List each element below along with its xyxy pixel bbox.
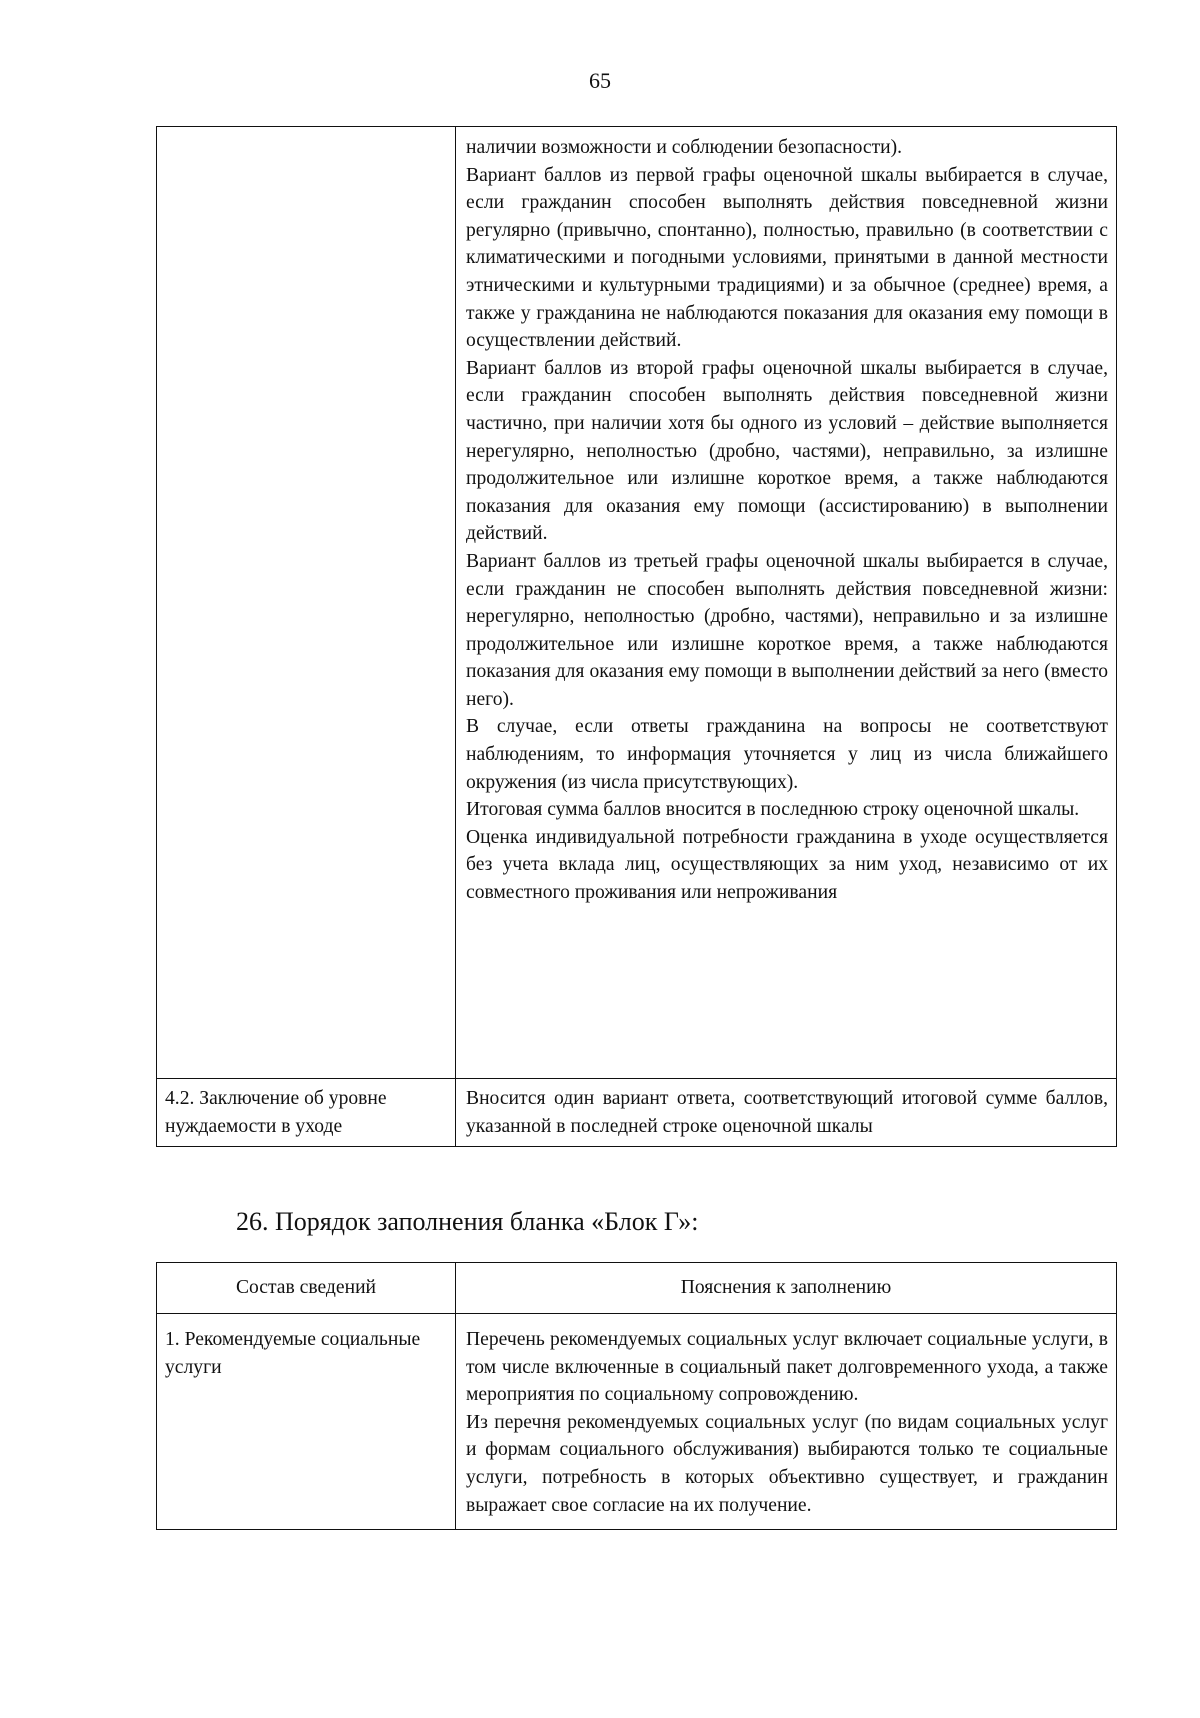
paragraph: Вариант баллов из второй графы оценочной шкалы выбирается в случае, если гражданин способен выполнять действия повседневной жизни частично, при наличии хотя бы одного из условий – действие выполняется нерегулярно, неполностью (дробно, частями), неправильно, за излишне продолжительное или излишне короткое время, а также наблюдаются показания для оказания ему помощи (ассистированию) в выполнении действий. bbox=[466, 357, 1108, 545]
table-cell-item bbox=[157, 1079, 456, 1147]
table-header-row bbox=[157, 1263, 1117, 1314]
paragraph: Вносится один вариант ответа, соответствующий итоговой сумме баллов, указанной в последней строке оценочной шкалы bbox=[466, 1088, 1108, 1137]
table-cell-empty bbox=[157, 127, 456, 1079]
instructions-table-continued bbox=[156, 126, 1117, 1147]
column-header-explanations: Пояснения к заполнению bbox=[456, 1263, 1117, 1314]
paragraph: Оценка индивидуальной потребности гражданина в уходе осуществляется без учета вклада лиц, осуществляющих за ним уход, независимо от их совместного проживания или непроживания bbox=[466, 826, 1108, 904]
column-header-contents: Состав сведений bbox=[157, 1263, 456, 1314]
table-row bbox=[157, 1314, 1117, 1530]
paragraph: наличии возможности и соблюдении безопасности). bbox=[466, 137, 903, 158]
paragraph: Итоговая сумма баллов вносится в последнюю строку оценочной шкалы. bbox=[466, 799, 1080, 821]
paragraph: Из перечня рекомендуемых социальных услуг (по видам социальных услуг и формам социального обслуживания) выбираются только те социальные услуги, потребность в которых объективно существует, и гражданин выражает свое согласие на их получение. bbox=[466, 1411, 1108, 1516]
paragraph: Вариант баллов из третьей графы оценочной шкалы выбирается в случае, если гражданин не способен выполнять действия повседневной жизни: нерегулярно, неполностью (дробно, частями), неправильно и за излишне продолжительное или излишне короткое время, а также наблюдаются показания для оказания ему помощи в выполнении действий за него (вместо него). bbox=[466, 550, 1108, 710]
table-row bbox=[157, 1079, 1117, 1147]
table-row bbox=[157, 127, 1117, 1079]
item-label: 4.2. Заключение об уровне нуждаемости в уходе bbox=[165, 1088, 387, 1137]
table-cell-explanation bbox=[456, 1314, 1117, 1530]
table-cell-explanation bbox=[456, 1079, 1117, 1147]
table-cell-explanation bbox=[456, 127, 1117, 1079]
paragraph: В случае, если ответы гражданина на вопросы не соответствуют наблюдениям, то информация уточняется у лиц из числа ближайшего окружения (из числа присутствующих). bbox=[466, 716, 1108, 793]
block-g-instructions-table bbox=[156, 1262, 1117, 1530]
paragraph: Вариант баллов из первой графы оценочной шкалы выбирается в случае, если гражданин способен выполнять действия повседневной жизни регулярно (привычно, спонтанно), полностью, правильно (в соответствии с климатическими и погодными условиями, принятыми в данной местности этническими и культурными традициями) и за обычное (среднее) время, а также у гражданина не наблюдаются показания для оказания ему помощи в осуществлении действий. bbox=[466, 164, 1108, 352]
page-number: 65 bbox=[589, 68, 611, 93]
paragraph: Перечень рекомендуемых социальных услуг включает социальные услуги, в том числе включенные в социальный пакет долговременного ухода, а также мероприятия по социальному сопровождению. bbox=[466, 1329, 1108, 1406]
item-label: 1. Рекомендуемые социальные услуги bbox=[165, 1329, 421, 1378]
table-cell-item bbox=[157, 1314, 456, 1530]
section-title: 26. Порядок заполнения бланка «Блок Г»: bbox=[236, 1207, 699, 1236]
